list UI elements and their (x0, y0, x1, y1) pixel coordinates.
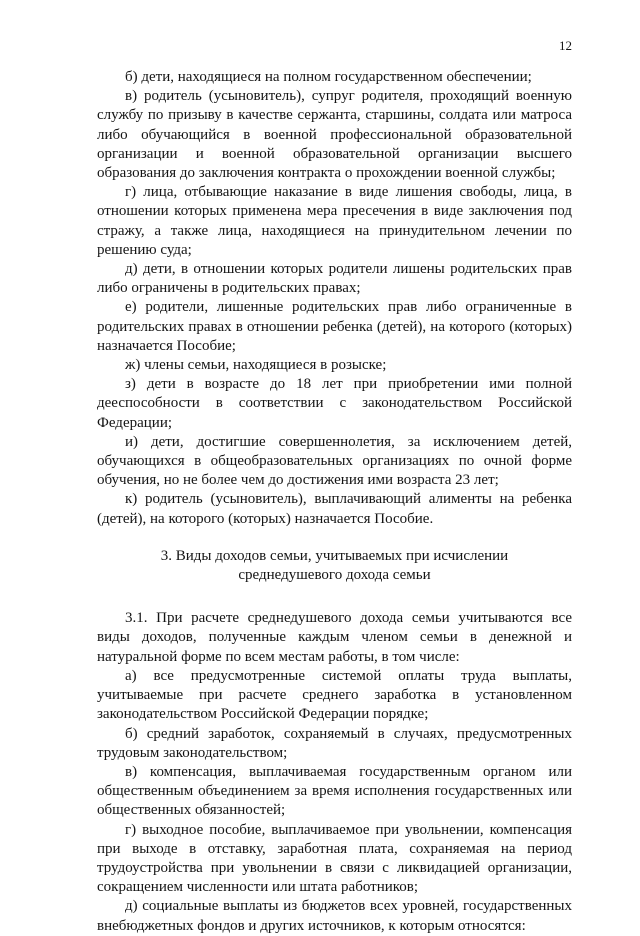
document-body (97, 68, 572, 936)
list-item-i: и) дети, достигшие совершеннолетия, за исключением детей, обучающихся в общеобразовательных организациях по очной форме обучения, но не более чем до достижения ими возраста 23 лет; (97, 433, 572, 489)
list-item-k: к) родитель (усыновитель), выплачивающий алименты на ребенка (детей), на которого (которых) назначается Пособие. (97, 491, 572, 527)
income-item-v: в) компенсация, выплачиваемая государственным органом или общественным объединением за время исполнения государственных или общественных обязанностей; (97, 763, 572, 819)
income-item-a: а) все предусмотренные системой оплаты труда выплаты, учитываемые при расчете среднего заработка в установленном законодательством Российской Федерации порядке; (97, 667, 572, 723)
list-item-z: з) дети в возрасте до 18 лет при приобретении ими полной дееспособности в соответствии с законодательством Российской Федерации; (97, 376, 572, 431)
income-item-d: д) социальные выплаты из бюджетов всех уровней, государственных внебюджетных фондов и других источников, к которым относятся: (97, 898, 572, 934)
list-item-v: в) родитель (усыновитель), супруг родителя, проходящий военную службу по призыву в качестве сержанта, старшины, солдата или матроса либо обучающийся в военной профессиональной образовательной организации и военной образовательной организации высшего образования до заключения контракта о прохождении военной службы; (97, 88, 572, 182)
income-item-g: г) выходное пособие, выплачиваемое при увольнении, компенсация при выходе в отставку, заработная плата, сохраняемая на период трудоустройства при увольнении в связи с ликвидацией организации, сокращением численности или штата работников; (97, 821, 572, 896)
section-heading (97, 547, 572, 585)
list-item-zh: ж) члены семьи, находящиеся в розыске; (125, 357, 387, 374)
clause-3-1: 3.1. При расчете среднедушевого дохода семьи учитываются все виды доходов, полученные каждым членом семьи в денежной и натуральной форме по всем местам работы, в том числе: (97, 610, 572, 665)
section-heading-line-2: среднедушевого дохода семьи (238, 567, 431, 584)
list-item-e: е) родители, лишенные родительских прав либо ограниченные в родительских правах в отношении ребенка (детей), на которого (которых) назначается Пособие; (97, 299, 572, 354)
list-item-b: б) дети, находящиеся на полном государственном обеспечении; (125, 69, 532, 85)
list-item-g: г) лица, отбывающие наказание в виде лишения свободы, лица, в отношении которых применена мера пресечения в виде заключения под стражу, а также лица, находящиеся на принудительном лечении по решению суда; (97, 184, 572, 258)
section-heading-line-1: 3. Виды доходов семьи, учитываемых при исчислении (160, 547, 509, 564)
list-item-d: д) дети, в отношении которых родители лишены родительских прав либо ограничены в родительских правах; (97, 261, 572, 297)
income-item-b: б) средний заработок, сохраняемый в случаях, предусмотренных трудовым законодательством; (97, 725, 572, 761)
page-number: 12 (559, 38, 572, 53)
